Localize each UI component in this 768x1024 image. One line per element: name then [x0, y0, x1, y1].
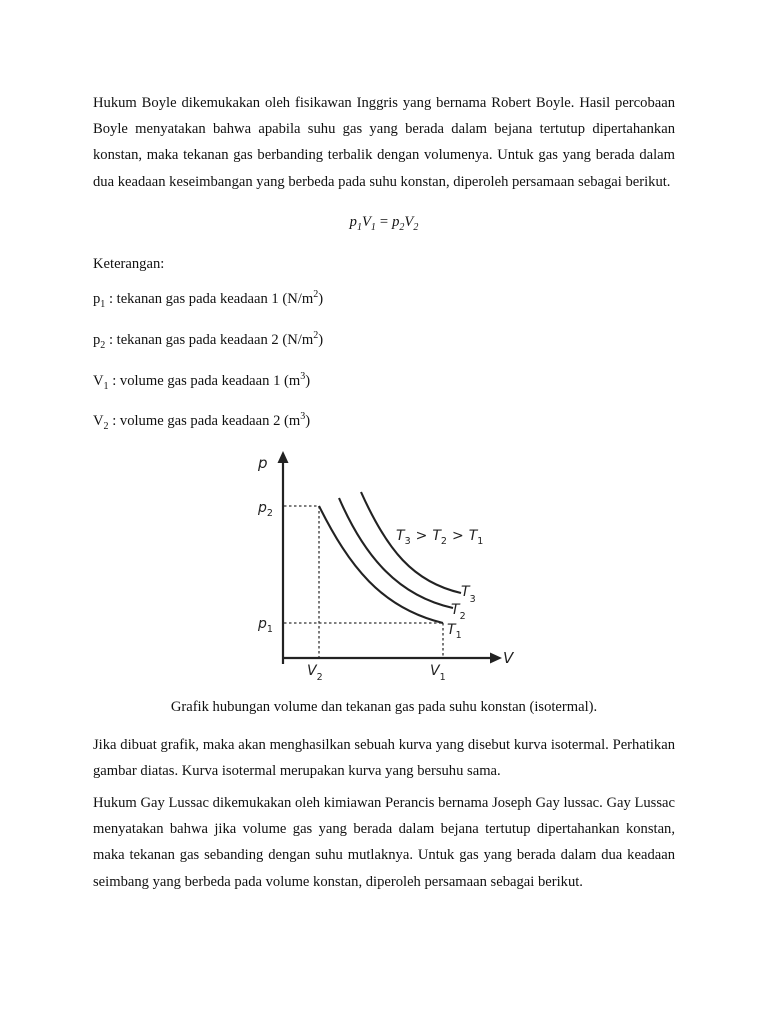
- variable-item-v1: $V_1$ : volume gas pada keadaan 1 $(m^3)$: [93, 370, 311, 392]
- variable-item-p1: $p_1$ : tekanan gas pada keadaan 1 $(N/m^2)$: [93, 288, 324, 310]
- pv-graph: [253, 448, 523, 688]
- variable-list: [93, 289, 675, 438]
- document-page: [93, 90, 675, 437]
- v1-label: $V_1$: [430, 663, 446, 683]
- figure-caption: Grafik hubungan volume dan tekanan gas pada suhu konstan (isotermal).: [170, 699, 598, 715]
- isothermal-figure: [253, 448, 523, 688]
- curve-label-t3: $T_3$: [461, 584, 476, 605]
- boyle-equation: $p_1V_1 = p_2V_2$: [349, 213, 419, 233]
- isothermal-paragraph: Jika dibuat grafik, maka akan menghasilkan sebuah kurva yang disebut kurva isotermal. Perhatikan gambar diatas. Kurva isotermal merupakan kurva yang bersuhu sama.: [93, 737, 675, 780]
- p2-label: $p_2$: [258, 500, 273, 519]
- p1-label: $p_1$: [258, 616, 273, 635]
- curve-label-t1: $T_1$: [447, 622, 462, 641]
- variable-item-v2: $V_2$ : volume gas pada keadaan 2 $(m^3)$: [93, 411, 311, 433]
- y-axis-arrow: [278, 451, 289, 463]
- curve-label-t2: $T_2$: [451, 602, 466, 622]
- gay-lussac-paragraph: Hukum Gay Lussac dikemukakan oleh kimiawan Perancis bernama Joseph Gay lussac. Gay Lussac menyatakan bahwa jika volume gas yang berada dalam bejana tertutup dipertahankan konstan, maka tekanan gas sebanding dengan suhu mutlaknya. Untuk gas yang berada dalam dua keadaan seimbang yang berbeda pada volume konstan, diperoleh persamaan sebagai berikut.: [93, 795, 675, 890]
- x-axis-label: V: [503, 649, 514, 667]
- variable-item-p2: $p_2$ : tekanan gas pada keadaan 2 $(N/m^2)$: [93, 329, 324, 351]
- isotherm-t1: [319, 506, 443, 623]
- boyle-paragraph: Hukum Boyle dikemukakan oleh fisikawan Inggris yang bernama Robert Boyle. Hasil percobaan Boyle menyatakan bahwa apabila suhu gas yang berada dalam bejana tertutup dipertahankan konstan, maka tekanan gas berbanding terbalik dengan volumenya. Untuk gas yang berada dalam dua keadaan keseimbangan yang berbeda pada suhu konstan, diperoleh persamaan sebagai berikut.: [93, 95, 675, 190]
- v2-label: $V_2$: [307, 663, 323, 683]
- temperature-relation: $T_3 > T_2 > T_1$: [396, 528, 484, 547]
- legend-title: Keterangan:: [93, 255, 165, 272]
- y-axis-label: p: [258, 454, 268, 472]
- x-axis-arrow: [490, 653, 502, 664]
